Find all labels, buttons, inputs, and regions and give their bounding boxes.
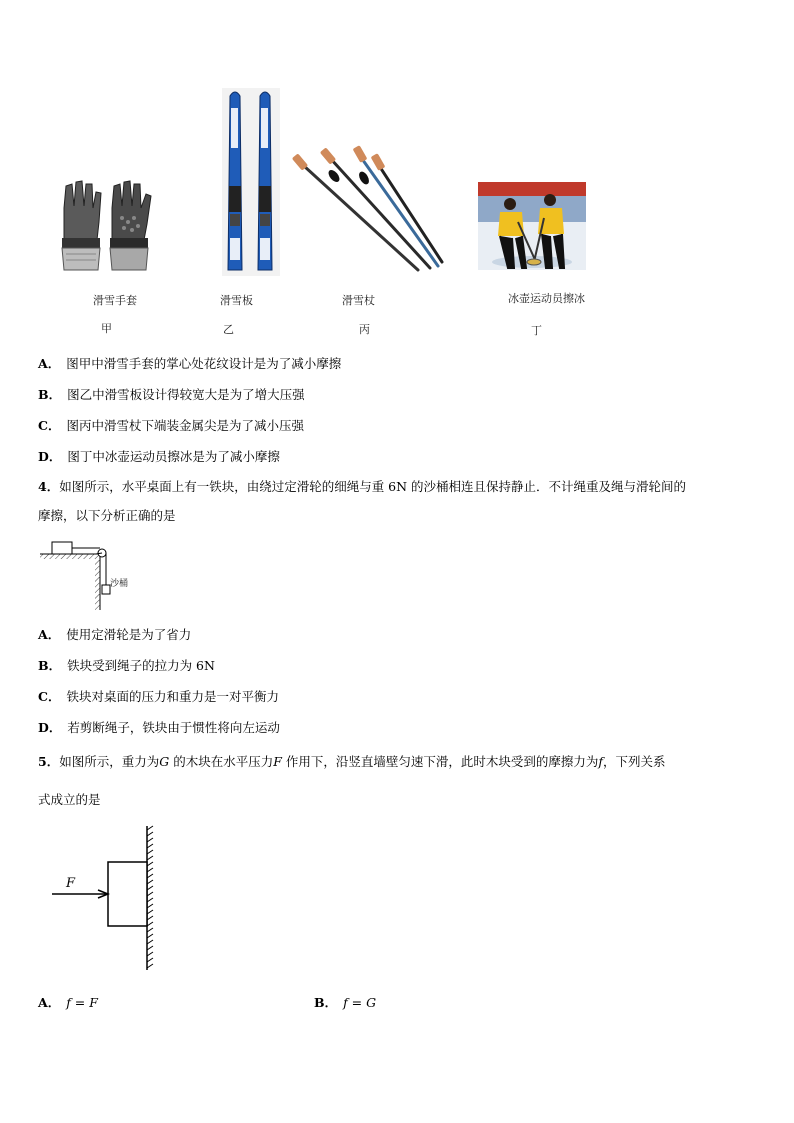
q4-stem-line1 [38,472,762,501]
q4-stem [38,472,762,530]
var-f-friction: f [598,754,604,769]
q3-option-c[interactable] [38,416,304,434]
option-key: B． [314,995,338,1010]
q4-option-d[interactable] [38,718,280,736]
q3-option-b[interactable] [38,385,305,403]
q5-stem [38,747,762,814]
option-text: f = G [343,995,377,1010]
figure-letter-ding: 丁 [531,324,542,337]
option-text: 使用定滑轮是为了省力 [66,627,192,642]
option-text: 图甲中滑雪手套的掌心处花纹设计是为了减小摩擦 [66,356,342,371]
option-key: B． [38,387,62,402]
option-key: A． [38,627,61,642]
caption-pole: 滑雪杖 [342,294,375,307]
ski-glove-image [52,178,160,274]
caption-curling: 冰壶运动员擦冰 [508,292,585,305]
caption-glove: 滑雪手套 [93,294,137,307]
option-text: f = F [66,995,98,1010]
q5-option-b[interactable] [314,993,376,1011]
option-text: 图丁中冰壶运动员擦冰是为了减小摩擦 [67,449,280,464]
figure-letter-bing: 丙 [359,323,370,336]
option-text: 铁块对桌面的压力和重力是一对平衡力 [66,689,279,704]
q5-text-seg4: ，下列关系 [603,754,666,769]
option-key: C． [38,418,61,433]
figure-letter-jia: 甲 [101,322,112,335]
q4-text-line1: 如图所示，水平桌面上有一铁块，由绕过定滑轮的细绳与重 6N 的沙桶相连且保持静止．不计绳重及绳与滑轮间的 [59,479,687,494]
q5-figure-label-f: F [66,876,76,891]
q5-stem-line2: 式成立的是 [38,792,101,807]
var-f-force: F [273,754,282,769]
q3-option-a[interactable] [38,354,341,372]
option-key: A． [38,995,61,1010]
q4-pulley-figure [40,540,140,610]
option-key: A． [38,356,61,371]
option-text: 铁块受到绳子的拉力为 6N [67,658,215,673]
option-key: D． [38,449,62,464]
q5-text-seg1: 如图所示，重力为 [59,754,160,769]
q5-text-seg3: 作用下，沿竖直墙壁匀速下滑，此时木块受到的摩擦力为 [281,754,599,769]
q5-option-a[interactable] [38,993,98,1011]
figure-letter-yi: 乙 [223,323,234,336]
q4-figure-label-bucket: 沙桶 [110,579,129,589]
q4-option-b[interactable] [38,656,215,674]
option-text: 图丙中滑雪杖下端装金属尖是为了减小压强 [66,418,304,433]
q4-option-c[interactable] [38,687,279,705]
curling-sweeping-image [478,182,586,270]
q4-option-a[interactable] [38,625,191,643]
question-number: 4． [38,479,60,494]
q5-wall-block-figure [48,826,158,970]
var-g: G [159,754,170,769]
option-text: 图乙中滑雪板设计得较宽大是为了增大压强 [67,387,305,402]
q5-text-seg2: 的木块在水平压力 [169,754,274,769]
option-text: 若剪断绳子，铁块由于惯性将向左运动 [67,720,280,735]
option-key: D． [38,720,62,735]
question-number: 5． [38,754,60,769]
caption-ski: 滑雪板 [220,294,253,307]
option-key: C． [38,689,61,704]
q5-stem-line1 [38,747,762,776]
q3-option-d[interactable] [38,447,280,465]
ski-pole-image [288,144,446,276]
option-key: B． [38,658,62,673]
q4-stem-line2: 摩擦，以下分析正确的是 [38,508,176,523]
ski-board-image [222,88,280,276]
